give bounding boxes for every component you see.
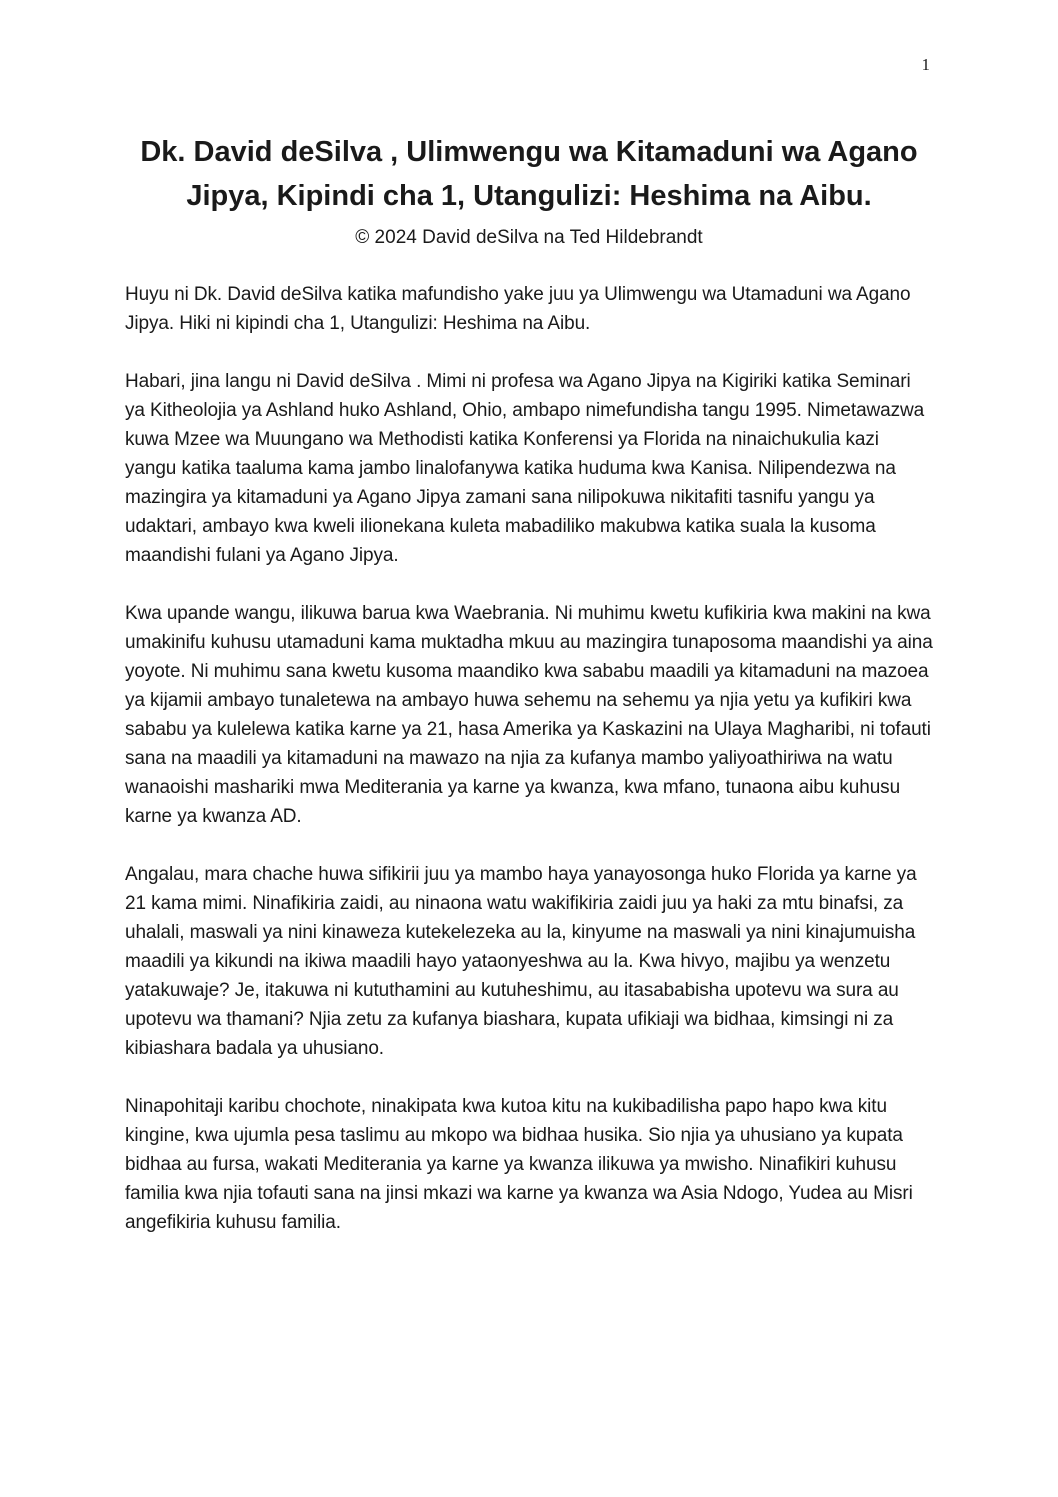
body-text <box>125 280 933 1237</box>
document-content <box>125 130 933 1266</box>
document-title: Dk. David deSilva , Ulimwengu wa Kitamaduni wa Agano Jipya, Kipindi cha 1, Utangulizi: Heshima na Aibu. <box>140 136 918 213</box>
page-number: 1 <box>921 55 930 74</box>
paragraph-4: Angalau, mara chache huwa sifikirii juu ya mambo haya yanayosonga huko Florida ya karne ya 21 kama mimi. Ninafikiria zaidi, au ninaona watu wakifikiria zaidi juu ya haki za mtu binafsi, za uhalali, maswali ya nini kinaweza kutekelezeka au la, kinyume na maswali ya nini kinajumuisha maadili ya kikundi na ikiwa maadili hayo yataonyeshwa au la. Kwa hivyo, majibu ya wenzetu yatakuwaje? Je, itakuwa ni kututhamini au kutuheshimu, au itasababisha upotevu wa sura au upotevu wa thamani? Njia zetu za kufanya biashara, kupata ufikiaji wa bidhaa, kimsingi ni za kibiashara badala ya uhusiano. <box>125 863 917 1059</box>
paragraph-2: Habari, jina langu ni David deSilva . Mimi ni profesa wa Agano Jipya na Kigiriki katika Seminari ya Kitheolojia ya Ashland huko Ashland, Ohio, ambapo nimefundisha tangu 1995. Nimetawazwa kuwa Mzee wa Muungano wa Methodisti katika Konferensi ya Florida na ninaichukulia kazi yangu katika taaluma kama jambo linalofanywa katika huduma kwa Kanisa. Nilipendezwa na mazingira ya kitamaduni ya Agano Jipya zamani sana nilipokuwa nikitafiti tasnifu yangu ya udaktari, ambayo kwa kweli ilionekana kuleta mabadiliko makubwa katika suala la kusoma maandishi fulani ya Agano Jipya. <box>125 370 925 566</box>
paragraph-1: Huyu ni Dk. David deSilva katika mafundisho yake juu ya Ulimwengu wa Utamaduni wa Agano Jipya. Hiki ni kipindi cha 1, Utangulizi: Heshima na Aibu. <box>125 283 911 334</box>
copyright-line: © 2024 David deSilva na Ted Hildebrandt <box>355 227 703 249</box>
paragraph-5: Ninapohitaji karibu chochote, ninakipata kwa kutoa kitu na kukibadilisha papo hapo kwa kitu kingine, kwa ujumla pesa taslimu au mkopo wa bidhaa husika. Sio njia ya uhusiano ya kupata bidhaa au fursa, wakati Mediterania ya karne ya kwanza ilikuwa ya mwisho. Ninafikiri kuhusu familia kwa njia tofauti sana na jinsi mkazi wa karne ya kwanza wa Asia Ndogo, Yudea au Misri angefikiria kuhusu familia. <box>125 1095 913 1233</box>
paragraph-3: Kwa upande wangu, ilikuwa barua kwa Waebrania. Ni muhimu kwetu kufikiria kwa makini na kwa umakinifu kuhusu utamaduni kama muktadha mkuu au mazingira tunaposoma maandishi ya aina yoyote. Ni muhimu sana kwetu kusoma maandiko kwa sababu maadili ya kitamaduni na mazoea ya kijamii ambayo tunaletewa na ambayo huwa sehemu na sehemu ya njia yetu ya kufikiri kwa sababu ya kulelewa katika karne ya 21, hasa Amerika ya Kaskazini na Ulaya Magharibi, ni tofauti sana na maadili ya kitamaduni na mawazo na njia za kufanya mambo yaliyoathiriwa na watu wanaoishi mashariki mwa Mediterania ya karne ya kwanza, kwa mfano, tunaona aibu kuhusu karne ya kwanza AD. <box>125 602 933 827</box>
